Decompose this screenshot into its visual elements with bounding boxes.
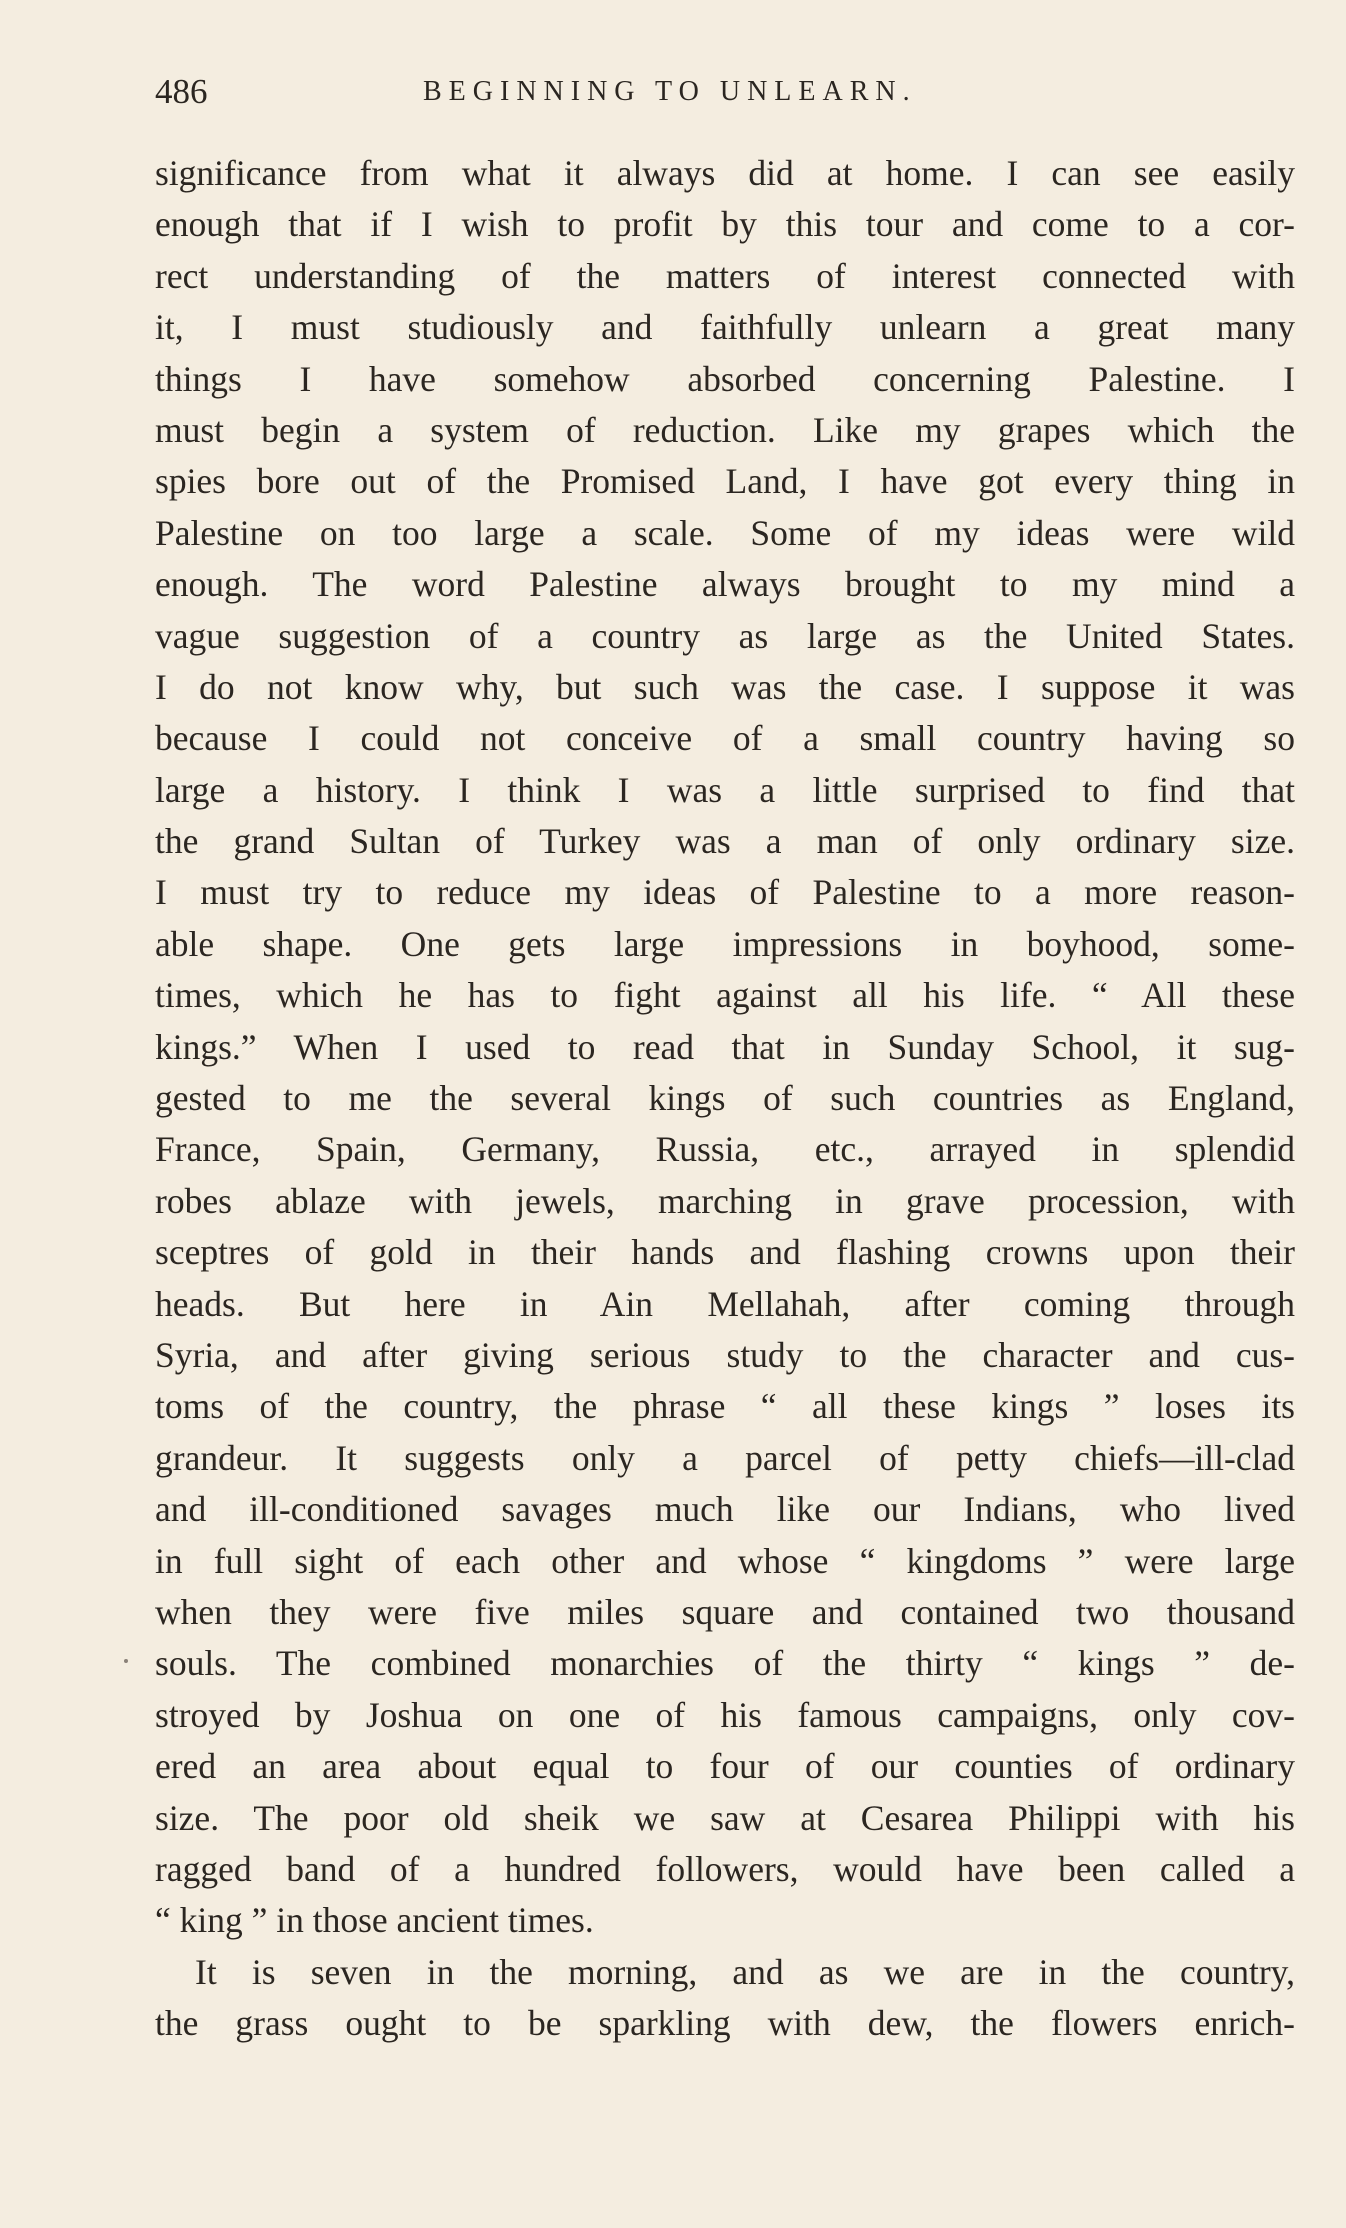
text-line: Syria, and after giving serious study to the character and cus-: [155, 1334, 1295, 1375]
text-line: robes ablaze with jewels, marching in grave procession, with: [155, 1180, 1295, 1221]
text-line: France, Spain, Germany, Russia, etc., arrayed in splendid: [155, 1129, 1295, 1170]
text-line: the grass ought to be sparkling with dew, the flowers enrich-: [155, 2003, 1295, 2044]
text-line: times, which he has to fight against all his life. “ All these: [155, 975, 1295, 1016]
text-line: large a history. I think I was a little surprised to find that: [155, 769, 1295, 810]
text-line: things I have somehow absorbed concerning Palestine. I: [155, 358, 1295, 399]
text-line: significance from what it always did at home. I can see easily: [155, 153, 1295, 193]
text-line: the grand Sultan of Turkey was a man of only ordinary size.: [155, 821, 1295, 862]
text-line: heads. But here in Ain Mellahah, after coming through: [155, 1283, 1295, 1324]
text-line: enough. The word Palestine always brought to my mind a: [155, 564, 1295, 605]
text-line: able shape. One gets large impressions in boyhood, some-: [155, 923, 1295, 964]
text-line: I do not know why, but such was the case. I suppose it was: [155, 666, 1295, 707]
text-line: toms of the country, the phrase “ all these kings ” loses its: [155, 1386, 1295, 1427]
text-line: because I could not conceive of a small country having so: [155, 718, 1295, 759]
text-line: size. The poor old sheik we saw at Cesarea Philippi with his: [155, 1797, 1295, 1838]
text-line: gested to me the several kings of such countries as England,: [155, 1078, 1295, 1119]
page-header: [155, 66, 1295, 118]
text-line: sceptres of gold in their hands and flashing crowns upon their: [155, 1232, 1295, 1273]
text-line: rect understanding of the matters of interest connected with: [155, 255, 1295, 296]
text-line: ered an area about equal to four of our counties of ordinary: [155, 1746, 1295, 1787]
text-line: vague suggestion of a country as large as the United States.: [155, 615, 1295, 656]
text-line: I must try to reduce my ideas of Palestine to a more reason-: [155, 872, 1295, 913]
text-line: must begin a system of reduction. Like my grapes which the: [155, 409, 1295, 450]
text-line: ragged band of a hundred followers, would have been called a: [155, 1848, 1295, 1889]
body-text: [155, 148, 1295, 2049]
paragraph-end-line: “ king ” in those ancient times.: [155, 1900, 594, 1941]
text-line: spies bore out of the Promised Land, I have got every thing in: [155, 461, 1295, 502]
text-line: when they were five miles square and contained two thousand: [155, 1591, 1295, 1632]
text-line: kings.” When I used to read that in Sunday School, it sug-: [155, 1026, 1295, 1067]
text-line: stroyed by Joshua on one of his famous campaigns, only cov-: [155, 1694, 1295, 1735]
text-line: grandeur. It suggests only a parcel of petty chiefs—ill-clad: [155, 1437, 1295, 1478]
paragraph-start-line: It is seven in the morning, and as we are in the country,: [195, 1951, 1295, 1992]
text-line: souls. The combined monarchies of the thirty “ kings ” de-: [155, 1643, 1295, 1684]
text-line: in full sight of each other and whose “ kingdoms ” were large: [155, 1540, 1295, 1581]
text-line: it, I must studiously and faithfully unlearn a great many: [155, 307, 1295, 348]
page-number: 486: [155, 72, 208, 111]
text-line: and ill-conditioned savages much like our Indians, who lived: [155, 1489, 1295, 1530]
margin-mark: [124, 1659, 128, 1663]
text-line: enough that if I wish to profit by this tour and come to a cor-: [155, 204, 1295, 245]
text-line: Palestine on too large a scale. Some of my ideas were wild: [155, 512, 1295, 553]
running-head: BEGINNING TO UNLEARN.: [423, 76, 917, 107]
